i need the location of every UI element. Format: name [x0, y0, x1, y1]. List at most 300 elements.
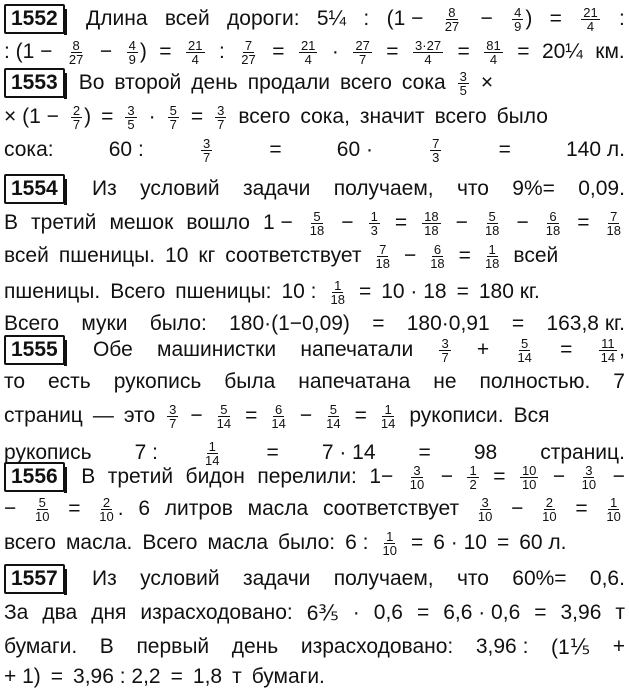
- text-token: −: [341, 211, 354, 234]
- problem-number: 1557: [4, 564, 65, 594]
- text-token: За: [4, 601, 29, 624]
- fraction: [71, 104, 82, 131]
- fraction: [413, 39, 443, 66]
- fraction: [599, 337, 617, 364]
- text-token: всей: [4, 244, 49, 267]
- denominator: 7: [358, 51, 367, 67]
- denominator: 27: [241, 51, 256, 67]
- text-token: =: [410, 531, 424, 554]
- text-token: всей: [513, 244, 559, 267]
- text-line: [4, 66, 625, 100]
- denominator: 18: [430, 255, 445, 271]
- denominator: 27: [68, 51, 84, 67]
- text-token: получаем,: [333, 567, 434, 590]
- text-token: задачи: [242, 567, 311, 590]
- text-token: муки: [81, 312, 128, 335]
- fraction: [269, 403, 287, 430]
- text-token: Всего: [110, 280, 166, 303]
- denominator: 18: [484, 255, 500, 271]
- problem-number: 1554: [4, 174, 65, 204]
- numerator: 10: [521, 462, 537, 478]
- denominator: 10: [606, 508, 621, 524]
- text-token: =: [534, 601, 547, 624]
- text-token: 6,6 · 0,6: [443, 601, 521, 624]
- numerator: 3: [481, 494, 489, 510]
- text-token: =: [498, 138, 511, 161]
- text-token: перелили:: [257, 465, 357, 488]
- fraction-token: [165, 403, 180, 430]
- text-token: =: [101, 105, 114, 128]
- text-token: В: [99, 635, 114, 658]
- denominator: 7: [169, 415, 177, 431]
- text-token: не: [433, 370, 457, 393]
- text-token: было:: [278, 531, 336, 554]
- fraction-token: [406, 464, 428, 491]
- text-token: =: [372, 312, 385, 335]
- text-token: всей: [164, 7, 210, 30]
- text-token: Длина: [86, 7, 148, 30]
- text-token: бумаги.: [251, 665, 325, 688]
- numerator: 2: [102, 494, 111, 510]
- text-line: [4, 526, 625, 560]
- text-token: всего: [4, 531, 56, 554]
- fraction-token: [428, 137, 443, 164]
- text-token: масла: [247, 497, 309, 520]
- text-token: третий: [31, 211, 97, 234]
- fraction: [512, 6, 523, 33]
- text-token: 0,09.: [578, 177, 625, 200]
- text-token: кг: [198, 244, 216, 267]
- fraction-token: [213, 403, 235, 430]
- text-token: напечатали: [300, 338, 414, 361]
- fraction: [215, 104, 226, 131]
- text-line: [4, 100, 625, 134]
- text-token: =: [272, 40, 285, 63]
- text-token: продали: [247, 71, 330, 94]
- text-token: 140 л.: [566, 138, 625, 161]
- denominator: 27: [444, 18, 460, 34]
- text-token: В: [4, 211, 19, 234]
- denominator: 18: [330, 291, 345, 307]
- numerator: 8: [448, 4, 456, 20]
- text-token: второй: [114, 71, 182, 94]
- numerator: 6: [433, 241, 442, 257]
- denominator: 18: [545, 222, 561, 238]
- fraction: [515, 337, 533, 364]
- text-token: 7 · 14: [321, 441, 376, 464]
- numerator: 21: [300, 37, 316, 53]
- fraction: [483, 210, 501, 237]
- text-token: 7: [613, 370, 625, 393]
- text-token: В: [81, 465, 96, 488]
- text-token: соответствует: [322, 497, 460, 520]
- denominator: 7: [72, 116, 81, 132]
- text-token: × (1 −: [4, 105, 59, 128]
- fraction: [168, 104, 179, 131]
- text-token: 1,8: [192, 665, 223, 688]
- numerator: 6: [275, 401, 283, 417]
- text-token: −: [440, 465, 453, 488]
- numerator: 1: [384, 401, 392, 417]
- fraction: [299, 39, 317, 66]
- text-token: 1−: [369, 465, 394, 488]
- text-token: два: [42, 601, 78, 624]
- text-token: 6: [138, 497, 150, 520]
- text-token: страниц: [4, 404, 83, 427]
- denominator: 10: [477, 508, 493, 524]
- text-token: =: [511, 312, 525, 335]
- text-token: задачи: [242, 177, 311, 200]
- numerator: 3: [459, 68, 467, 84]
- text-token: третий: [107, 465, 174, 488]
- token-suffix: .: [117, 496, 124, 520]
- numerator: 6: [549, 208, 557, 224]
- fraction: [186, 39, 204, 66]
- denominator: 4: [586, 18, 595, 34]
- text-token: =: [394, 211, 408, 234]
- denominator: 7: [202, 149, 211, 165]
- fraction: [544, 210, 562, 237]
- fraction: [328, 279, 346, 306]
- text-token: 180 кг.: [478, 280, 540, 303]
- text-token: Из: [92, 567, 117, 590]
- text-token: 60 ·: [336, 138, 373, 161]
- numerator: 4: [514, 4, 522, 20]
- text-token: =: [190, 105, 204, 128]
- text-line: [4, 35, 625, 69]
- denominator: 7: [441, 349, 449, 365]
- denominator: 10: [542, 508, 557, 524]
- text-token: +: [476, 338, 490, 361]
- fraction-token: [377, 403, 399, 430]
- text-line: [4, 172, 625, 206]
- text-line: [4, 492, 625, 526]
- fraction-token: [518, 464, 540, 491]
- text-token: это: [123, 404, 156, 427]
- denominator: 10: [581, 476, 597, 492]
- fraction: [167, 403, 178, 430]
- denominator: 14: [216, 415, 232, 431]
- text-token: день: [191, 71, 238, 94]
- numerator: 5: [38, 494, 46, 510]
- numerator: 3: [413, 462, 421, 478]
- denominator: 4: [191, 51, 199, 67]
- text-token: что: [456, 177, 489, 200]
- text-token: вошло: [186, 211, 250, 234]
- fraction: [33, 496, 51, 523]
- denominator: 14: [517, 349, 532, 365]
- numerator: 1: [334, 277, 342, 293]
- denominator: 2: [469, 476, 477, 492]
- text-token: ·: [148, 105, 156, 128]
- fraction: [127, 39, 138, 66]
- numerator: 3: [441, 335, 449, 351]
- denominator: 4: [489, 51, 498, 67]
- token-suffix: ): [525, 6, 533, 30]
- denominator: 5: [127, 116, 135, 132]
- text-token: израсходовано:: [140, 601, 293, 624]
- text-token: 9%=: [512, 177, 555, 200]
- fraction-token: [538, 496, 560, 523]
- text-token: условий: [140, 177, 220, 200]
- text-token: =: [560, 338, 573, 361]
- text-token: 1 −: [262, 211, 293, 234]
- numerator: 5: [521, 335, 529, 351]
- text-token: Во: [78, 71, 105, 94]
- text-token: сока,: [300, 105, 350, 128]
- text-token: −: [612, 465, 625, 488]
- fraction-token: [474, 496, 496, 523]
- denominator: 14: [600, 349, 616, 365]
- fraction: [324, 403, 342, 430]
- denominator: 7: [169, 116, 177, 132]
- token-suffix: ): [139, 39, 147, 63]
- numerator: 5: [169, 102, 177, 118]
- fraction-token: [297, 39, 319, 66]
- numerator: 21: [188, 37, 203, 53]
- text-token: 5¼: [316, 7, 347, 30]
- text-token: Всего: [4, 312, 60, 335]
- text-token: −: [299, 404, 313, 427]
- text-token: масла.: [65, 531, 133, 554]
- text-line: [4, 460, 625, 494]
- text-token: −: [511, 497, 524, 520]
- fraction: [439, 337, 450, 364]
- fraction: [604, 496, 622, 523]
- denominator: 4: [424, 51, 432, 67]
- text-token: всего: [434, 105, 487, 128]
- text-token: 7 :: [134, 441, 158, 464]
- fraction-token: [426, 243, 448, 270]
- text-token: Обе: [92, 338, 133, 361]
- text-token: ·: [352, 601, 360, 624]
- fraction: [308, 210, 326, 237]
- fraction-token: [125, 39, 147, 66]
- text-token: −: [455, 211, 468, 234]
- fraction: [484, 39, 502, 66]
- text-line: [4, 562, 625, 596]
- numerator: 7: [432, 135, 440, 151]
- text-token: =: [68, 497, 81, 520]
- text-token: −: [99, 40, 113, 63]
- fraction-token: [481, 243, 503, 270]
- text-token: бумаги.: [4, 635, 78, 658]
- denominator: 10: [99, 508, 114, 524]
- text-token: то: [4, 370, 26, 393]
- numerator: 1: [370, 208, 378, 224]
- fraction-token: [602, 496, 624, 523]
- text-line: [4, 2, 625, 36]
- fraction-token: [184, 39, 206, 66]
- fraction: [581, 6, 599, 33]
- fraction: [422, 210, 440, 237]
- text-token: было:: [149, 312, 207, 335]
- fraction-token: [513, 337, 535, 364]
- text-token: 3,96 : 2,2: [73, 665, 161, 688]
- text-token: Всего: [142, 531, 198, 554]
- numerator: 5: [220, 401, 228, 417]
- fraction-token: [420, 210, 442, 237]
- text-token: масла: [207, 531, 269, 554]
- text-line: [4, 660, 625, 694]
- text-token: +: [612, 635, 625, 658]
- numerator: 3: [127, 102, 135, 118]
- text-token: =: [358, 280, 372, 303]
- numerator: 1: [609, 494, 618, 510]
- text-token: —: [92, 404, 114, 427]
- text-token: мешок: [109, 211, 174, 234]
- numerator: 8: [72, 37, 80, 53]
- text-token: 6 :: [345, 531, 369, 554]
- denominator: 18: [309, 222, 325, 238]
- fraction-token: [579, 6, 601, 33]
- text-token: рукопись: [4, 441, 92, 464]
- numerator: 3: [585, 462, 593, 478]
- text-token: 10 · 18: [381, 280, 447, 303]
- problem-number: 1553: [4, 68, 65, 98]
- fraction-token: [367, 210, 382, 237]
- text-token: =: [170, 665, 183, 688]
- text-token: =: [159, 40, 172, 63]
- numerator: 2: [72, 102, 81, 118]
- fraction-token: [95, 496, 123, 523]
- text-line: [4, 596, 625, 630]
- denominator: 10: [35, 508, 50, 524]
- text-token: =: [269, 138, 282, 161]
- fraction-token: [199, 137, 214, 164]
- text-line: [4, 399, 625, 433]
- text-token: страниц.: [540, 441, 625, 464]
- denominator: 18: [424, 222, 439, 238]
- fraction: [483, 243, 501, 270]
- text-token: =: [266, 441, 279, 464]
- fraction-token: [465, 464, 480, 491]
- text-token: день: [231, 635, 279, 658]
- text-token: Из: [92, 177, 117, 200]
- fraction-token: [213, 104, 228, 131]
- text-token: рукопись: [113, 370, 202, 393]
- numerator: 3: [169, 401, 177, 417]
- text-token: 180·(1−0,09): [229, 312, 350, 335]
- fraction-token: [542, 210, 564, 237]
- text-line: [4, 333, 625, 367]
- text-token: 60 :: [108, 138, 144, 161]
- text-token: :: [218, 40, 225, 63]
- numerator: 7: [244, 37, 253, 53]
- numerator: 1: [386, 528, 394, 544]
- fraction-token: [237, 39, 259, 66]
- fraction-token: [379, 530, 401, 557]
- text-token: =: [245, 404, 258, 427]
- text-token: первый: [136, 635, 210, 658]
- text-token: пшеницы.: [58, 244, 156, 267]
- numerator: 81: [486, 37, 501, 53]
- numerator: 3·27: [415, 37, 442, 53]
- text-token: =: [457, 40, 470, 63]
- text-token: т: [615, 601, 625, 624]
- text-token: пшеницы.: [4, 280, 101, 303]
- text-token: =: [575, 497, 588, 520]
- text-token: получаем,: [333, 177, 434, 200]
- text-token: (1 −: [386, 7, 424, 30]
- fraction: [458, 70, 469, 97]
- fraction-token: [437, 337, 452, 364]
- fraction: [201, 137, 212, 164]
- fraction: [239, 39, 257, 66]
- text-token: израсходовано:: [300, 635, 454, 658]
- text-token: ·: [331, 40, 339, 63]
- fraction: [97, 496, 115, 523]
- fraction-token: [371, 243, 393, 270]
- fraction: [353, 39, 371, 66]
- text-token: + 1): [4, 665, 41, 688]
- denominator: 18: [606, 222, 621, 238]
- text-token: 10 :: [281, 280, 317, 303]
- text-token: км.: [595, 40, 625, 63]
- text-token: 60 л.: [519, 531, 567, 554]
- text-token: рукописи.: [409, 404, 504, 427]
- text-token: =: [493, 465, 506, 488]
- text-token: сока:: [4, 138, 54, 161]
- text-line: [4, 133, 625, 167]
- text-line: [4, 630, 625, 664]
- fraction-token: [411, 39, 445, 66]
- text-token: −: [4, 497, 17, 520]
- text-token: т: [232, 665, 242, 688]
- text-token: =: [458, 244, 471, 267]
- fraction-token: [69, 104, 91, 131]
- fraction-token: [597, 337, 625, 364]
- text-token: =: [386, 40, 399, 63]
- numerator: 4: [128, 37, 136, 53]
- denominator: 14: [380, 415, 396, 431]
- text-token: 6 · 10: [433, 531, 487, 554]
- numerator: 7: [379, 241, 387, 257]
- denominator: 14: [205, 452, 220, 468]
- text-token: дня: [91, 601, 127, 624]
- denominator: 18: [375, 255, 390, 271]
- denominator: 9: [128, 51, 136, 67]
- fraction: [373, 243, 391, 270]
- text-token: литров: [164, 497, 233, 520]
- text-token: 163,8 кг.: [546, 312, 625, 335]
- text-token: соответствует: [225, 244, 362, 267]
- text-token: всего: [339, 71, 392, 94]
- text-token: ×: [480, 71, 494, 94]
- text-token: машинистки: [157, 338, 277, 361]
- text-line: [4, 275, 625, 309]
- text-token: =: [354, 404, 367, 427]
- text-line: [4, 365, 625, 399]
- fraction: [476, 496, 494, 523]
- fraction: [605, 210, 623, 237]
- text-token: =: [517, 40, 530, 63]
- problem-number: 1552: [4, 4, 65, 34]
- text-token: бидон: [185, 465, 245, 488]
- fraction: [430, 137, 441, 164]
- denominator: 18: [484, 222, 500, 238]
- fraction-token: [166, 104, 181, 131]
- text-token: есть: [48, 370, 91, 393]
- fraction-token: [123, 104, 138, 131]
- denominator: 7: [217, 116, 225, 132]
- denominator: 3: [432, 149, 440, 165]
- text-token: :: [363, 7, 370, 30]
- text-token: дороги:: [227, 7, 300, 30]
- text-token: значит: [359, 105, 425, 128]
- text-token: было: [496, 105, 548, 128]
- fraction: [443, 6, 461, 33]
